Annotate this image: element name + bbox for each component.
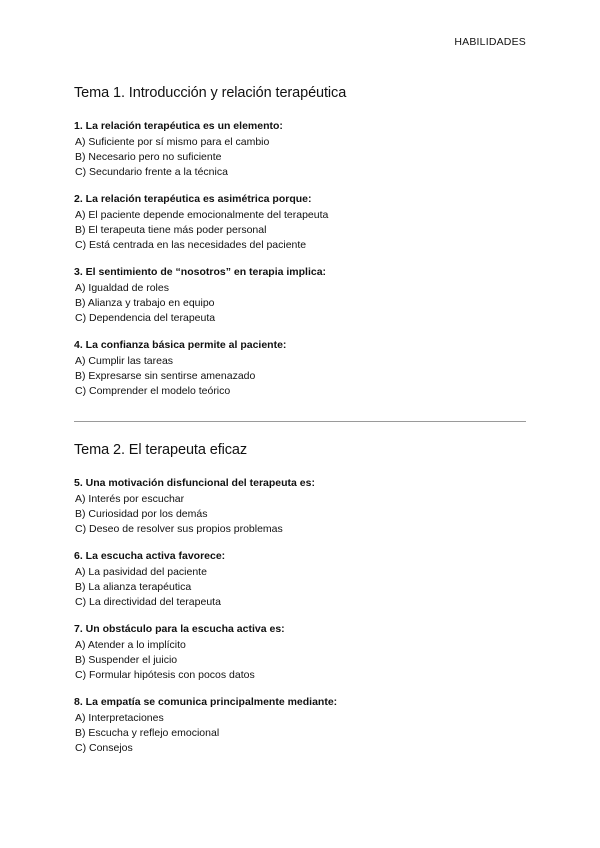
- question-text: 3. El sentimiento de “nosotros” en terapia implica:: [74, 266, 327, 278]
- section-divider: [74, 421, 526, 422]
- question-1: [74, 119, 526, 180]
- option-a: A) Atender a lo implícito: [75, 639, 186, 651]
- question-6: [74, 549, 526, 610]
- question-text: 5. Una motivación disfuncional del terapeuta es:: [74, 477, 315, 489]
- question-3: [74, 265, 526, 326]
- question-7: [74, 622, 526, 683]
- option-b: B) El terapeuta tiene más poder personal: [75, 224, 267, 236]
- section-title: Tema 2. El terapeuta eficaz: [74, 442, 248, 458]
- option-a: A) Interpretaciones: [75, 712, 164, 724]
- question-text: 6. La escucha activa favorece:: [74, 550, 226, 562]
- option-b: B) Escucha y reflejo emocional: [75, 727, 220, 739]
- option-c: C) Formular hipótesis con pocos datos: [75, 669, 255, 681]
- question-5: [74, 476, 526, 537]
- option-a: A) El paciente depende emocionalmente del terapeuta: [75, 209, 329, 221]
- option-b: B) Curiosidad por los demás: [75, 508, 208, 520]
- document-content: [74, 85, 526, 768]
- question-text: 2. La relación terapéutica es asimétrica porque:: [74, 193, 312, 205]
- option-a: A) La pasividad del paciente: [75, 566, 207, 578]
- option-c: C) Dependencia del terapeuta: [75, 312, 216, 324]
- option-c: C) Deseo de resolver sus propios problemas: [75, 523, 283, 535]
- section-tema-1: [74, 85, 526, 399]
- question-text: 8. La empatía se comunica principalmente mediante:: [74, 696, 338, 708]
- option-b: B) La alianza terapéutica: [75, 581, 192, 593]
- option-b: B) Suspender el juicio: [75, 654, 178, 666]
- section-tema-2: [74, 442, 526, 756]
- option-a: A) Igualdad de roles: [75, 282, 169, 294]
- option-b: B) Necesario pero no suficiente: [75, 151, 222, 163]
- option-c: C) Comprender el modelo teórico: [75, 385, 231, 397]
- section-title: Tema 1. Introducción y relación terapéutica: [74, 85, 347, 101]
- option-c: C) La directividad del terapeuta: [75, 596, 221, 608]
- option-b: B) Expresarse sin sentirse amenazado: [75, 370, 256, 382]
- question-text: 7. Un obstáculo para la escucha activa es:: [74, 623, 285, 635]
- option-b: B) Alianza y trabajo en equipo: [75, 297, 215, 309]
- option-a: A) Suficiente por sí mismo para el cambio: [75, 136, 270, 148]
- option-c: C) Secundario frente a la técnica: [75, 166, 228, 178]
- question-text: 4. La confianza básica permite al paciente:: [74, 339, 287, 351]
- page-header: HABILIDADES: [454, 36, 526, 48]
- option-c: C) Consejos: [75, 742, 133, 754]
- question-8: [74, 695, 526, 756]
- option-a: A) Interés por escuchar: [75, 493, 185, 505]
- option-a: A) Cumplir las tareas: [75, 355, 174, 367]
- question-text: 1. La relación terapéutica es un elemento:: [74, 120, 283, 132]
- question-2: [74, 192, 526, 253]
- option-c: C) Está centrada en las necesidades del paciente: [75, 239, 307, 251]
- question-4: [74, 338, 526, 399]
